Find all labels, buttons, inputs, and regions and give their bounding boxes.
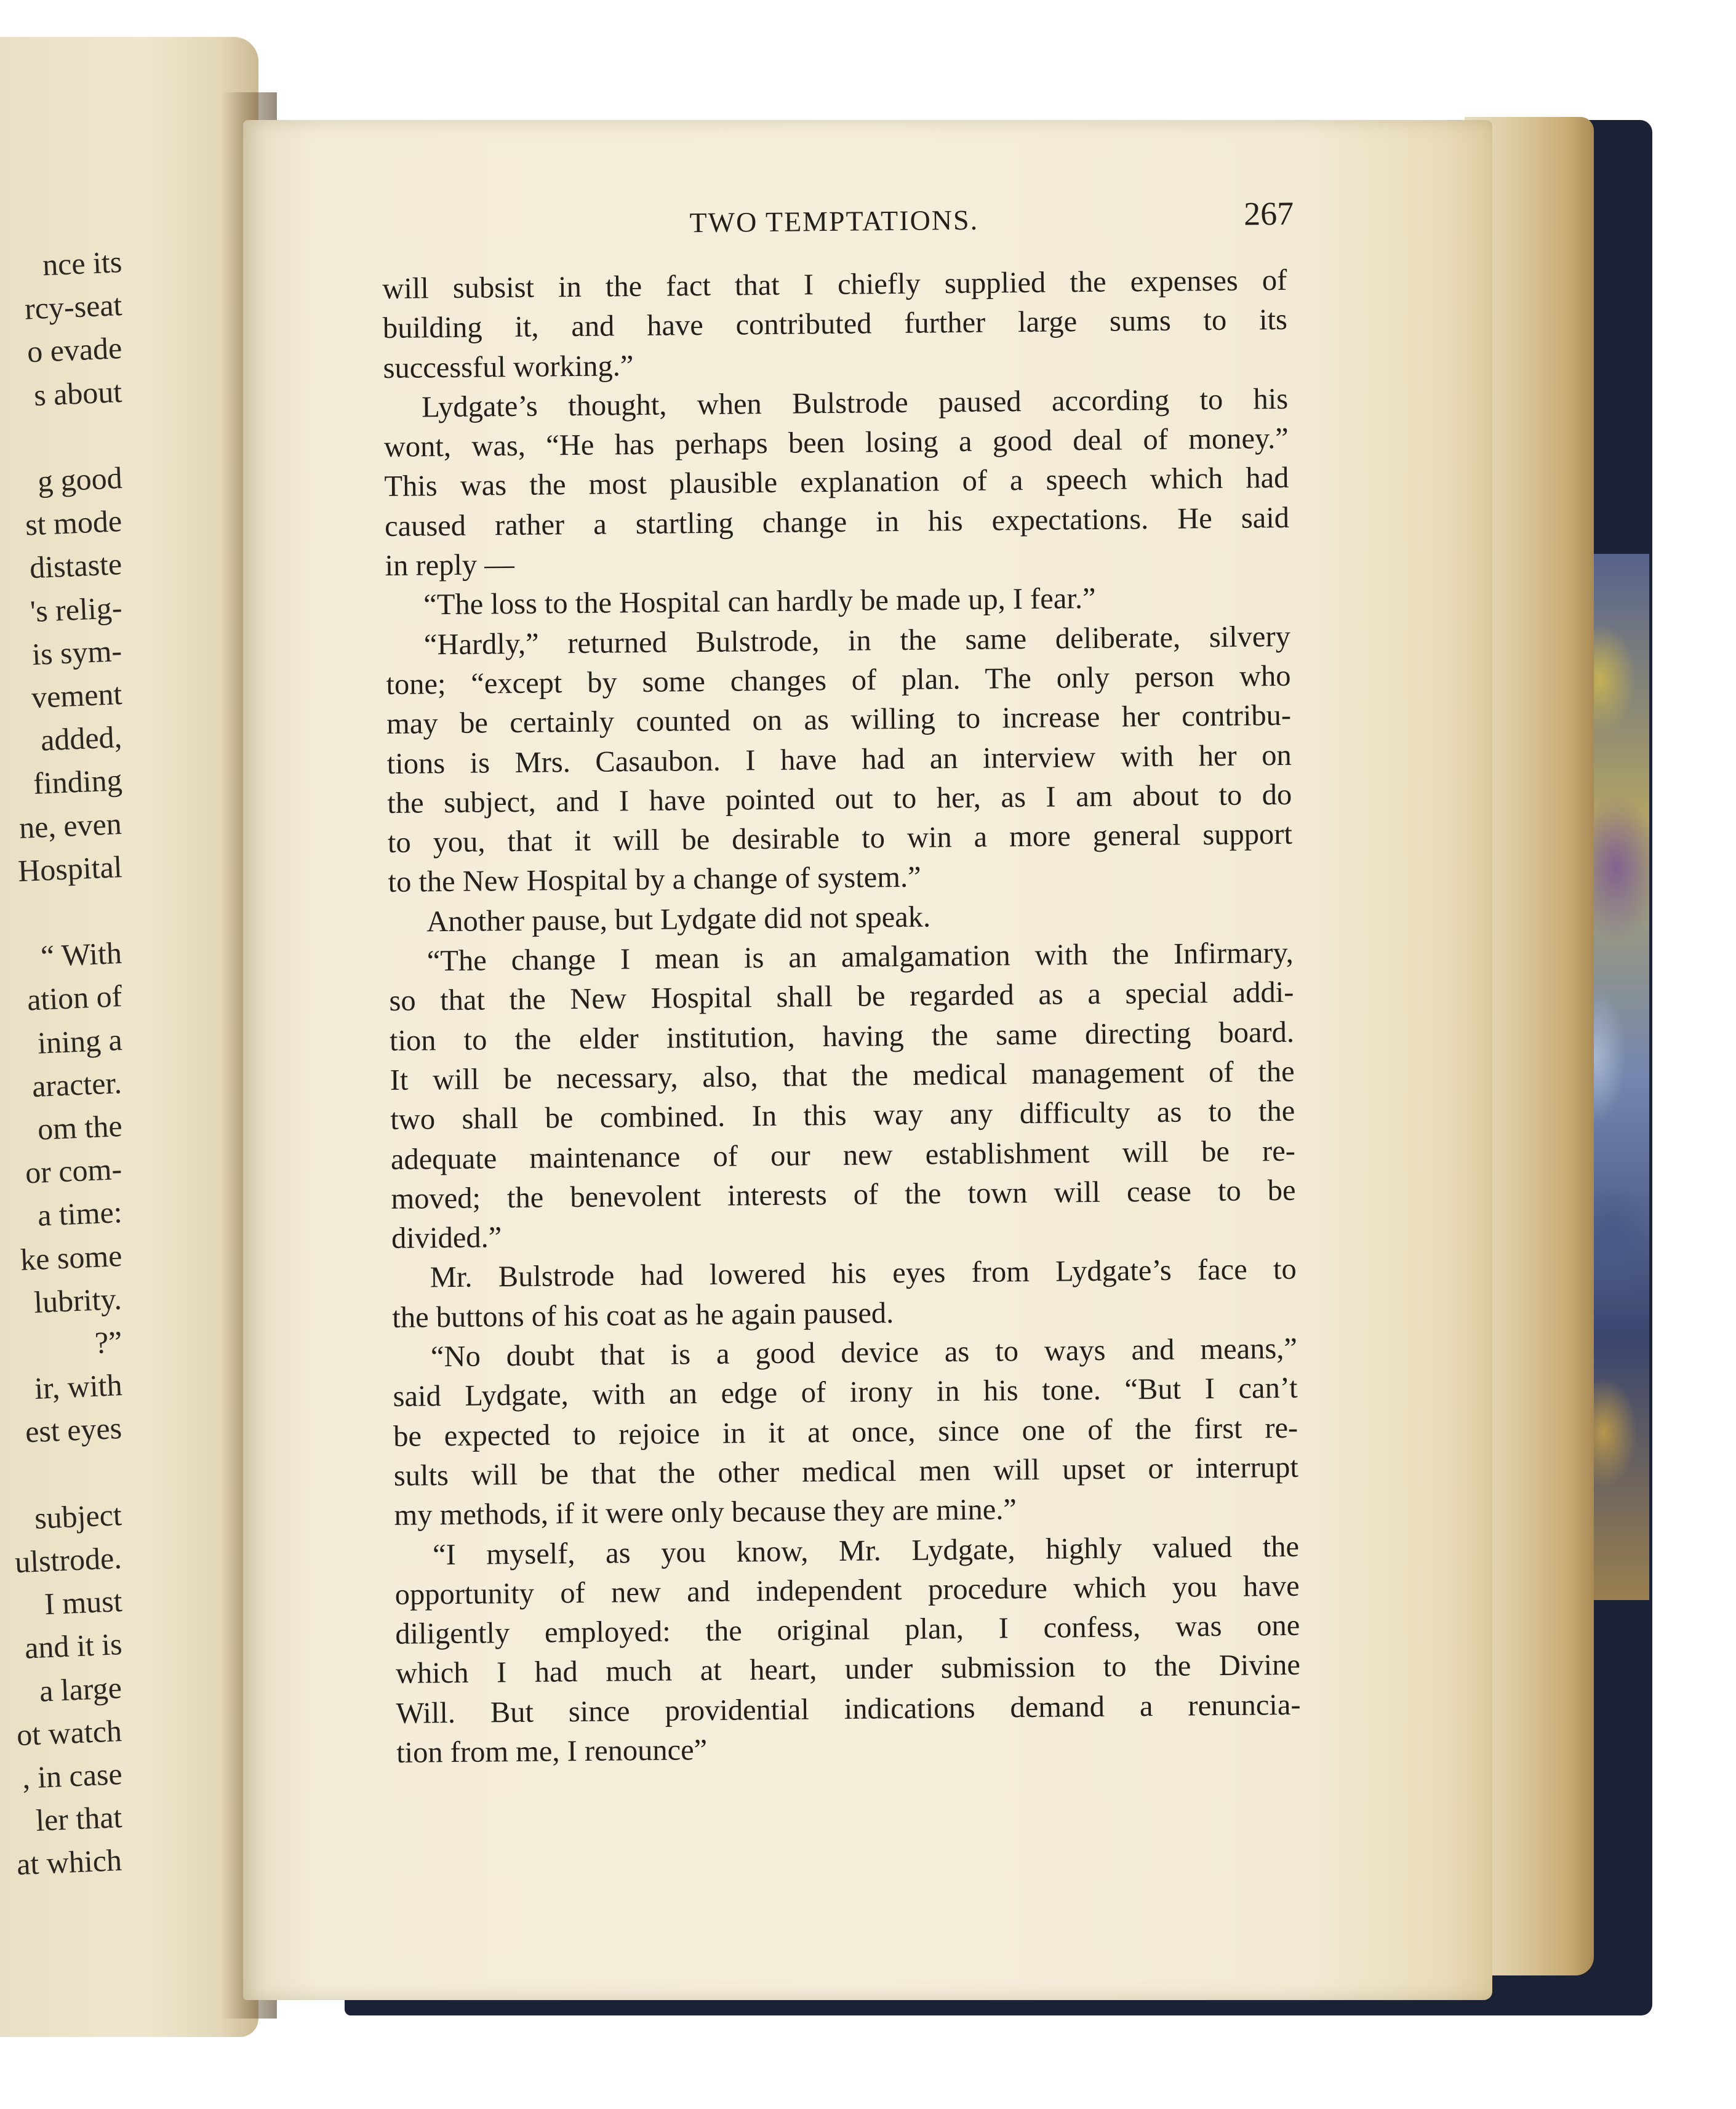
text-line: Another pause, but Lydgate did not speak. <box>426 900 931 938</box>
left-page-fragment: distaste <box>28 546 123 585</box>
text-line: the buttons of his coat as he again paused. <box>392 1296 894 1334</box>
left-page-fragment: ke some <box>19 1238 123 1277</box>
left-page-fragment: nce its <box>41 244 123 282</box>
text-line: “The change I mean is an amalgamation with the Infirmary, <box>426 936 1294 978</box>
left-page-fragment: or com- <box>25 1151 123 1190</box>
left-page-fragment: Hospital <box>17 849 123 888</box>
text-line: “Hardly,” returned Bulstrode, in the same deliberate, silvery <box>423 620 1291 662</box>
text-line: so that the New Hospital shall be regarded as a special addi- <box>389 976 1294 1018</box>
text-line: in reply — <box>385 548 515 583</box>
left-page-fragment: o evade <box>26 330 123 369</box>
left-page-fragment: vement <box>30 676 123 715</box>
text-line: “I myself, as you know, Mr. Lydgate, highly valued the <box>432 1530 1300 1571</box>
text-line: be expected to rejoice in it at once, since one of the first re- <box>393 1411 1298 1453</box>
left-page-fragment: g good <box>36 460 123 498</box>
text-line: my methods, if it were only because they are mine.” <box>394 1493 1017 1532</box>
left-page-fragment: I must <box>43 1583 123 1622</box>
text-line: will subsist in the fact that I chiefly supplied the expenses of <box>382 263 1287 305</box>
left-page-fragment: ?” <box>94 1324 123 1360</box>
text-line: “The loss to the Hospital can hardly be made up, I fear.” <box>423 582 1096 622</box>
left-page-fragment: ir, with <box>33 1367 123 1406</box>
text-line: tion from me, I renounce” <box>396 1734 708 1769</box>
text-line: which I had much at heart, under submission to the Divine <box>395 1649 1301 1691</box>
text-line: moved; the benevolent interests of the town will cease to be <box>391 1174 1296 1215</box>
left-page-fragment: lubrity. <box>33 1281 123 1319</box>
left-page-fragment: aracter. <box>31 1065 123 1103</box>
left-page-fragment: finding <box>32 762 123 801</box>
text-line: tions is Mrs. Casaubon. I have had an interview with her on <box>386 738 1292 780</box>
text-line: diligently employed: the original plan, I confess, was one <box>395 1609 1300 1651</box>
left-page-fragment: is sym- <box>31 633 123 671</box>
page-number: 267 <box>1243 194 1294 233</box>
text-line: to you, that it will be desirable to win a more general support <box>387 817 1293 860</box>
text-line: Will. But since providential indications demand a renuncia- <box>396 1688 1301 1730</box>
text-line: successful working.” <box>383 349 634 385</box>
text-line: Mr. Bulstrode had lowered his eyes from Lydgate’s face to <box>430 1253 1297 1294</box>
text-line: adequate maintenance of our new establishment will be re- <box>390 1134 1296 1176</box>
left-page-fragment: ation of <box>26 978 123 1017</box>
running-title: TWO TEMPTATIONS. <box>689 204 979 239</box>
text-line: the subject, and I have pointed out to her, as I am about to do <box>387 778 1292 820</box>
left-page-fragment: added, <box>40 719 123 758</box>
text-line: may be certainly counted on as willing to increase her contribu- <box>386 699 1292 741</box>
text-line: This was the most plausible explanation of a speech which had <box>384 462 1289 503</box>
text-line: tone; “except by some changes of plan. The only person who <box>386 659 1291 701</box>
left-page-fragment: , in case <box>21 1756 123 1795</box>
left-page-fragment: ler that <box>34 1799 123 1838</box>
text-line: “No doubt that is a good device as to ways and means,” <box>430 1332 1298 1374</box>
running-head <box>382 194 1294 252</box>
left-page <box>0 37 258 2037</box>
text-line: It will be necessary, also, that the medical management of the <box>390 1055 1295 1097</box>
left-page-fragment: s about <box>33 374 123 412</box>
left-page-fragment: ining a <box>36 1022 123 1060</box>
left-page-fragment: a time: <box>36 1195 123 1233</box>
text-line: wont, was, “He has perhaps been losing a good deal of money.” <box>383 422 1289 464</box>
left-page-fragment: 's relig- <box>29 590 123 628</box>
text-line: Lydgate’s thought, when Bulstrode paused according to his <box>421 382 1289 424</box>
left-page-fragment: at which <box>16 1843 123 1882</box>
left-page-fragment: a large <box>39 1670 123 1708</box>
text-line: opportunity of new and independent procedure which you have <box>394 1569 1300 1611</box>
text-line: to the New Hospital by a change of system.” <box>388 861 921 899</box>
left-page-fragment: subject <box>34 1497 123 1535</box>
left-page-fragment: om the <box>36 1108 123 1147</box>
text-line: building it, and have contributed further large sums to its <box>382 303 1288 345</box>
text-line: caused rather a startling change in his expectations. He said <box>384 501 1290 543</box>
left-page-fragment: st mode <box>25 503 123 542</box>
left-page-fragment: est eyes <box>25 1411 123 1449</box>
text-line: said Lydgate, with an edge of irony in his tone. “But I can’t <box>393 1372 1298 1414</box>
text-line: tion to the elder institution, having the same directing board. <box>389 1015 1295 1057</box>
left-page-fragment: ot watch <box>16 1713 123 1752</box>
page-content <box>382 194 1301 1773</box>
left-page-fragment: ne, even <box>18 806 123 845</box>
text-line: two shall be combined. In this way any difficulty as to the <box>390 1095 1295 1137</box>
left-page-fragment: ulstrode. <box>14 1540 123 1580</box>
text-line: divided.” <box>391 1221 502 1255</box>
left-page-fragment: and it is <box>23 1627 123 1665</box>
text-line: sults will be that the other medical men will upset or interrupt <box>393 1451 1299 1492</box>
left-page-fragment: “ With <box>40 935 123 974</box>
body-text <box>382 261 1301 1773</box>
left-page-fragment: rcy-seat <box>23 287 123 326</box>
